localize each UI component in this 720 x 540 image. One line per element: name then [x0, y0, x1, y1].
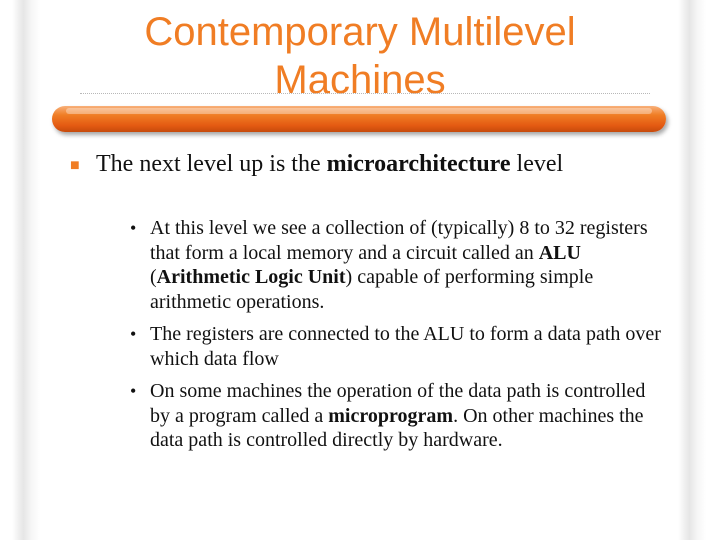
bullet-text: The next level up is the: [96, 151, 327, 177]
bullet-text-end: level: [510, 151, 564, 177]
slide-title: Contemporary Multilevel Machines: [144, 10, 576, 102]
bold-term: Arithmetic Logic Unit: [156, 266, 346, 288]
bullet-bold: microarchitecture: [326, 151, 511, 177]
dot-bullet-icon: •: [130, 218, 137, 238]
sub-bullet: • On some machines the operation of the data path is controlled by a program called a microprogram. On other machines the data path is controlled directly by hardware.: [130, 380, 646, 451]
background-stripe-right: [678, 0, 706, 540]
background-stripe-left: [12, 0, 40, 540]
dot-bullet-icon: •: [130, 381, 137, 401]
bold-term: microprogram: [328, 404, 454, 427]
title-divider: [80, 93, 650, 94]
title-bar-highlight: [66, 108, 652, 114]
square-bullet-icon: ■: [70, 157, 80, 174]
sub-bullet-list: [130, 216, 670, 461]
dot-bullet-icon: •: [130, 324, 137, 344]
bullet-level-1: [70, 150, 656, 178]
bold-term: ALU: [538, 241, 581, 264]
sub-bullet: • At this level we see a collection of (typically) 8 to 32 registers that form a local memory and a circuit called an ALU (Arithmetic Logic Unit) capable of performing simple arithmetic operations.: [130, 217, 648, 313]
sub-bullet: • The registers are connected to the ALU to form a data path over which data flow: [130, 323, 661, 370]
